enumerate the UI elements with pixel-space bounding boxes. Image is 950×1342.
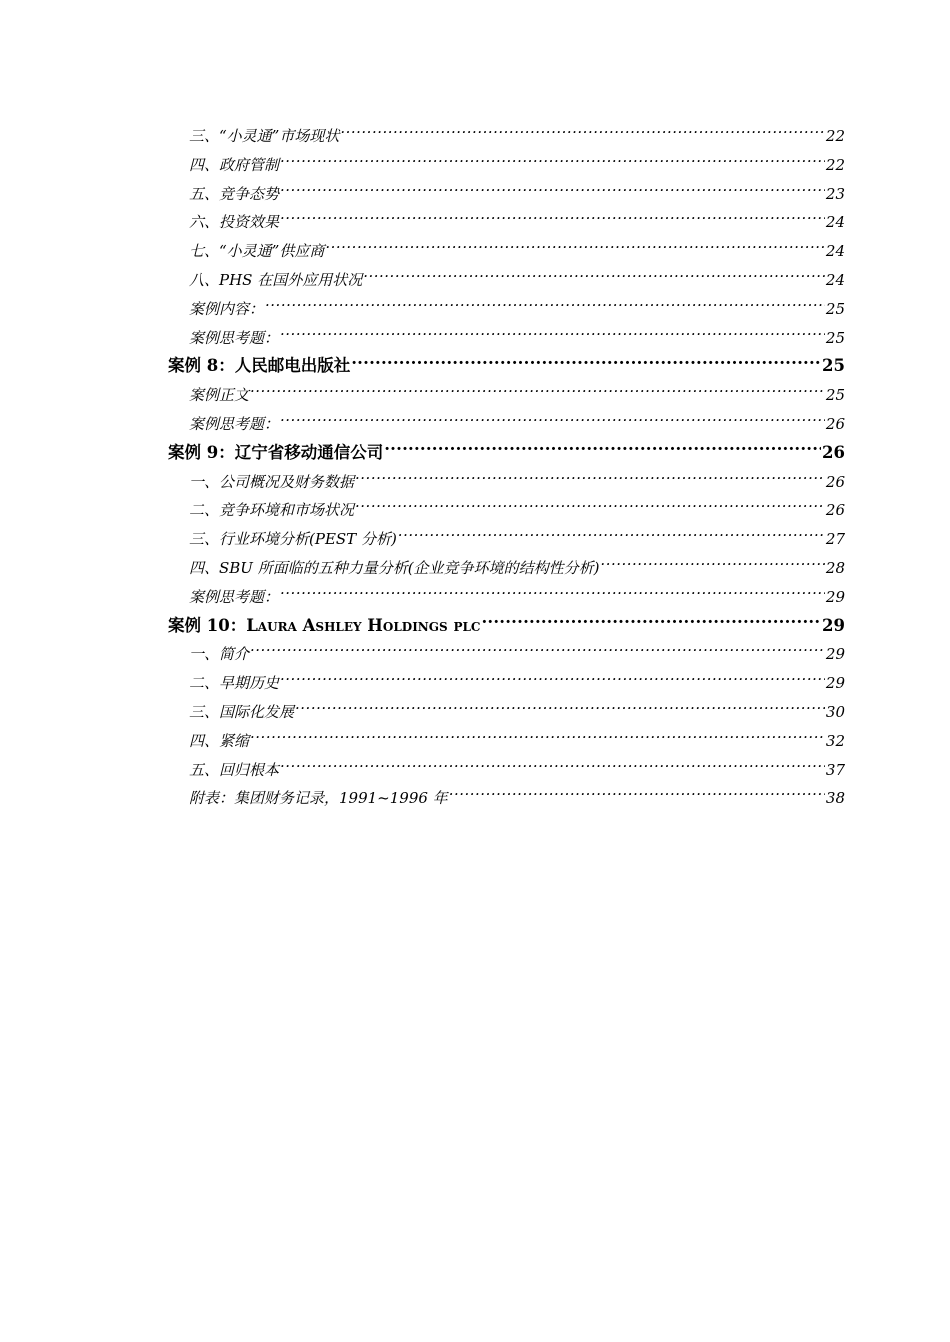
toc-entry-label: 案例思考题：: [189, 414, 280, 433]
toc-entry[interactable]: [168, 410, 845, 439]
dot-leader: [280, 212, 825, 227]
dot-leader: [250, 385, 825, 400]
toc-entry[interactable]: [168, 295, 845, 324]
toc-entry[interactable]: [168, 381, 845, 410]
toc-entry-label: 六、投资效果: [189, 213, 280, 232]
toc-entry-page: 24: [825, 270, 845, 289]
toc-entry[interactable]: [168, 496, 845, 525]
dot-leader: [600, 558, 824, 573]
toc-entry-label: 三、“小灵通”市场现状: [189, 127, 340, 145]
toc-entry-page: 29: [825, 645, 845, 664]
toc-entry-label: 五、竞争态势: [189, 184, 280, 203]
dot-leader: [280, 760, 825, 775]
toc-entry-label: 四、SBU 所面临的五种力量分析(企业竞争环境的结构性分析): [189, 558, 600, 577]
toc-entry-page: 24: [825, 242, 845, 261]
toc-entry[interactable]: [168, 237, 845, 266]
dot-leader: [280, 587, 825, 602]
dot-leader: [325, 241, 825, 256]
toc-entry-label: 三、国际化发展: [189, 702, 295, 721]
dot-leader: [481, 614, 821, 631]
toc-entry[interactable]: [168, 756, 845, 785]
toc-entry-label: 八、PHS 在国外应用状况: [189, 270, 363, 289]
toc-entry[interactable]: [168, 554, 845, 583]
toc-entry-label: 五、回归根本: [189, 760, 280, 779]
table-of-contents: [168, 122, 845, 813]
toc-entry[interactable]: [168, 324, 845, 353]
toc-entry[interactable]: [168, 525, 845, 554]
toc-entry-page: 22: [825, 155, 845, 174]
dot-leader: [280, 184, 825, 199]
toc-entry-label: 三、行业环境分析(PEST 分析): [189, 530, 397, 549]
toc-chapter-entry[interactable]: [168, 612, 845, 641]
toc-entry[interactable]: [168, 151, 845, 180]
toc-entry-page: 26: [825, 501, 845, 520]
toc-entry[interactable]: [168, 180, 845, 209]
toc-entry-label: 一、公司概况及财务数据: [189, 472, 355, 491]
toc-entry[interactable]: [168, 468, 845, 497]
toc-entry-page: 28: [825, 558, 845, 577]
toc-entry[interactable]: [168, 208, 845, 237]
dot-leader: [355, 500, 825, 515]
toc-chapter-label: 案例 10：Laura Ashley Holdings plc: [168, 615, 481, 635]
toc-entry-label: 二、早期历史: [189, 674, 280, 693]
toc-entry-page: 25: [825, 299, 845, 318]
dot-leader: [250, 644, 825, 659]
toc-entry-label: 案例思考题：: [189, 587, 280, 606]
toc-entry[interactable]: [168, 583, 845, 612]
dot-leader: [265, 299, 825, 314]
dot-leader: [280, 673, 825, 688]
toc-entry[interactable]: [168, 122, 845, 151]
toc-chapter-page: 25: [822, 356, 845, 376]
toc-entry-page: 25: [825, 328, 845, 347]
toc-entry[interactable]: [168, 698, 845, 727]
toc-entry[interactable]: [168, 669, 845, 698]
dot-leader: [449, 788, 825, 803]
dot-leader: [398, 529, 825, 544]
toc-entry-page: 29: [825, 674, 845, 693]
toc-entry-page: 23: [825, 184, 845, 203]
toc-chapter-label: 案例 9：辽宁省移动通信公司: [168, 442, 384, 462]
toc-entry-page: 30: [825, 702, 845, 721]
toc-entry[interactable]: [168, 266, 845, 295]
dot-leader: [384, 441, 821, 458]
toc-entry[interactable]: [168, 784, 845, 813]
dot-leader: [280, 155, 825, 170]
toc-chapter-page: 29: [822, 615, 845, 635]
toc-entry-label: 二、竞争环境和市场状况: [189, 501, 355, 520]
dot-leader: [295, 702, 825, 717]
toc-entry-label: 四、紧缩: [189, 731, 250, 750]
toc-entry-page: 26: [825, 472, 845, 491]
dot-leader: [363, 270, 825, 285]
toc-entry-page: 32: [825, 731, 845, 750]
toc-entry-page: 25: [825, 386, 845, 405]
toc-entry-label: 一、简介: [189, 645, 250, 664]
toc-chapter-label: 案例 8：人民邮电出版社: [168, 356, 351, 376]
toc-chapter-entry[interactable]: [168, 352, 845, 381]
toc-entry[interactable]: [168, 640, 845, 669]
dot-leader: [250, 731, 825, 746]
toc-entry-label: 七、“小灵通”供应商: [189, 242, 325, 261]
toc-entry-label: 案例正文: [189, 386, 250, 405]
toc-entry-label: 案例内容：: [189, 299, 265, 318]
toc-entry-page: 26: [825, 414, 845, 433]
toc-entry-label: 附表：集团财务记录，1991~1996 年: [189, 789, 448, 808]
dot-leader: [280, 328, 825, 343]
dot-leader: [280, 414, 825, 429]
toc-entry-label: 四、政府管制: [189, 155, 280, 174]
toc-entry-label: 案例思考题：: [189, 328, 280, 347]
toc-chapter-entry[interactable]: [168, 439, 845, 468]
toc-entry-page: 27: [825, 530, 845, 549]
toc-entry[interactable]: [168, 727, 845, 756]
dot-leader: [355, 472, 825, 487]
dot-leader: [351, 355, 821, 372]
toc-entry-page: 38: [825, 789, 845, 808]
toc-entry-page: 24: [825, 213, 845, 232]
dot-leader: [340, 126, 825, 141]
toc-chapter-page: 26: [822, 442, 845, 462]
toc-entry-page: 29: [825, 587, 845, 606]
toc-entry-page: 37: [825, 760, 845, 779]
toc-entry-page: 22: [825, 127, 845, 145]
